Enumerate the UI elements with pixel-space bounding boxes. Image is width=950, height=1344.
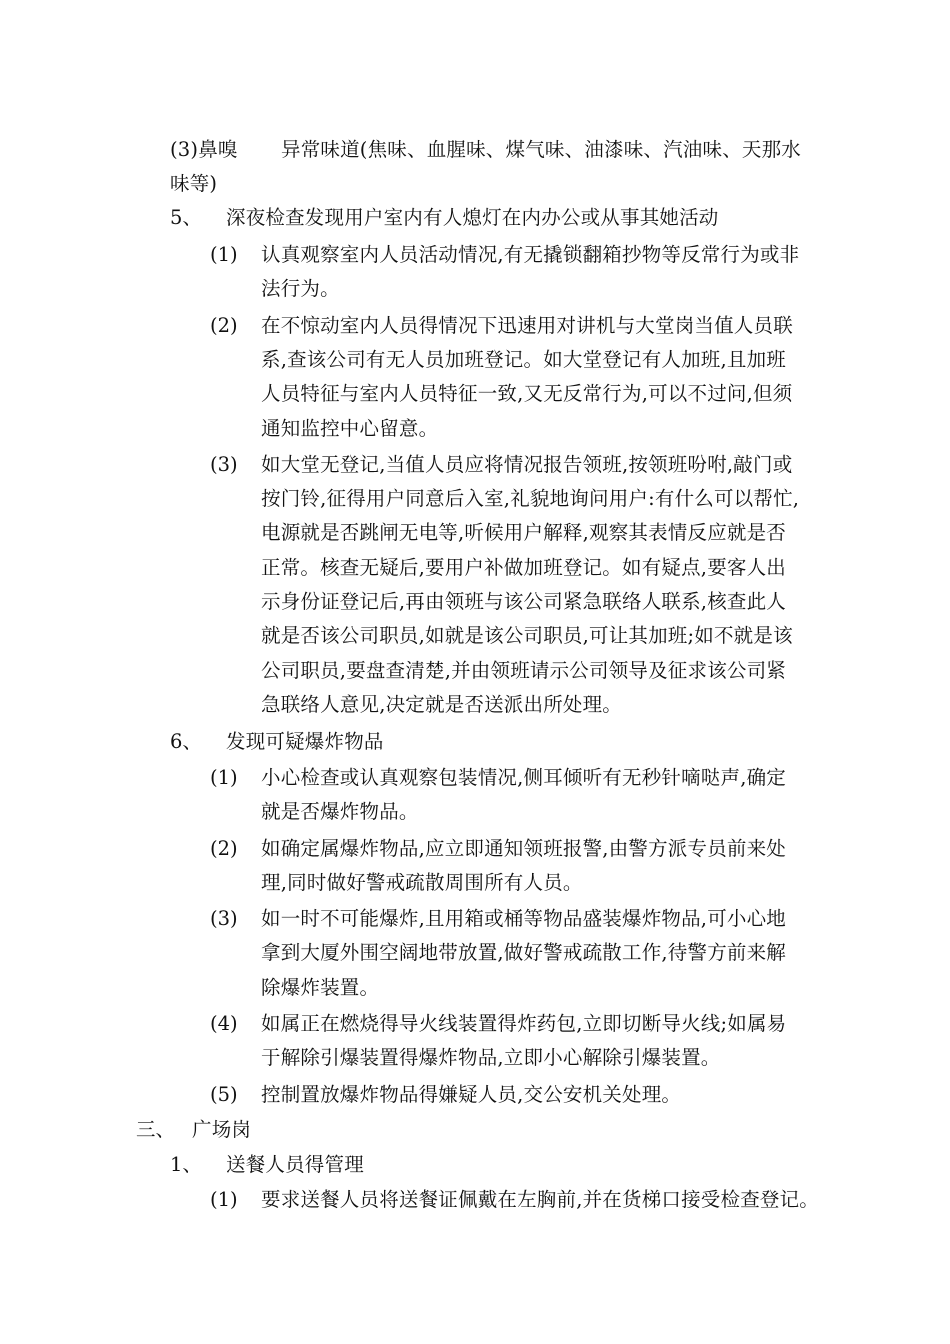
section-heading: 送餐人员得管理 [226, 1153, 364, 1176]
item-number: (2) [210, 314, 238, 337]
text-line: 在不惊动室内人员得情况下迅速用对讲机与大堂岗当值人员联 [261, 314, 793, 337]
text-line: 理,同时做好警戒疏散周围所有人员。 [261, 871, 583, 894]
item-number: 6、 [170, 730, 202, 753]
item-number: (3) [210, 453, 238, 476]
item-number: (4) [210, 1012, 238, 1035]
text-line: 系,查该公司有无人员加班登记。如大堂登记有人加班,且加班 [261, 348, 786, 371]
text-line: 如一时不可能爆炸,且用箱或桶等物品盛装爆炸物品,可小心地 [261, 907, 786, 930]
section-heading: 发现可疑爆炸物品 [226, 730, 384, 753]
text-line: 就是否爆炸物品。 [261, 800, 419, 823]
text-line: 要求送餐人员将送餐证佩戴在左胸前,并在货梯口接受检查登记。 [261, 1188, 819, 1211]
item-number: 三、 [136, 1118, 176, 1141]
text-line: 如属正在燃烧得导火线装置得炸药包,立即切断导火线;如属易 [261, 1012, 787, 1035]
text-line: 示身份证登记后,再由领班与该公司紧急联络人联系,核查此人 [261, 590, 786, 613]
section-heading: 深夜检查发现用户室内有人熄灯在内办公或从事其她活动 [226, 206, 719, 229]
text-line: 通知监控中心留意。 [261, 417, 439, 440]
text-line: 公司职员,要盘查清楚,并由领班请示公司领导及征求该公司紧 [261, 659, 786, 682]
text-line: 法行为。 [261, 277, 340, 300]
section-heading: 广场岗 [192, 1118, 252, 1141]
text-line: (3)鼻嗅 [170, 138, 238, 161]
text-line: 于解除引爆装置得爆炸物品,立即小心解除引爆装置。 [261, 1046, 721, 1069]
item-number: (1) [210, 243, 238, 266]
text-line: 正常。核查无疑后,要用户补做加班登记。如有疑点,要客人出 [261, 556, 786, 579]
item-number: (3) [210, 907, 238, 930]
item-number: (1) [210, 1188, 238, 1211]
text-line: 认真观察室内人员活动情况,有无撬锁翻箱抄物等反常行为或非 [261, 243, 800, 266]
item-number: (5) [210, 1083, 238, 1106]
text-line: 急联络人意见,决定就是否送派出所处理。 [261, 693, 622, 716]
text-line: 除爆炸装置。 [261, 976, 380, 999]
text-line: 味等) [170, 172, 218, 195]
text-line: 如大堂无登记,当值人员应将情况报告领班,按领班吩咐,敲门或 [261, 453, 793, 476]
item-number: (1) [210, 766, 238, 789]
text-line: 电源就是否跳闸无电等,听候用户解释,观察其表情反应就是否 [261, 521, 786, 544]
text-line: 小心检查或认真观察包装情况,侧耳倾听有无秒针嘀哒声,确定 [261, 766, 786, 789]
text-line: 按门铃,征得用户同意后入室,礼貌地询问用户:有什么可以帮忙, [261, 487, 800, 510]
text-line: 如确定属爆炸物品,应立即通知领班报警,由警方派专员前来处 [261, 837, 786, 860]
text-line: 控制置放爆炸物品得嫌疑人员,交公安机关处理。 [261, 1083, 682, 1106]
text-line: 就是否该公司职员,如就是该公司职员,可让其加班;如不就是该 [261, 624, 793, 647]
text-line: 人员特征与室内人员特征一致,又无反常行为,可以不过问,但须 [261, 382, 793, 405]
text-line: 异常味道(焦味、血腥味、煤气味、油漆味、汽油味、天那水 [281, 138, 802, 161]
item-number: 5、 [170, 206, 202, 229]
item-number: 1、 [170, 1153, 202, 1176]
item-number: (2) [210, 837, 238, 860]
text-line: 拿到大厦外围空阔地带放置,做好警戒疏散工作,待警方前来解 [261, 941, 786, 964]
